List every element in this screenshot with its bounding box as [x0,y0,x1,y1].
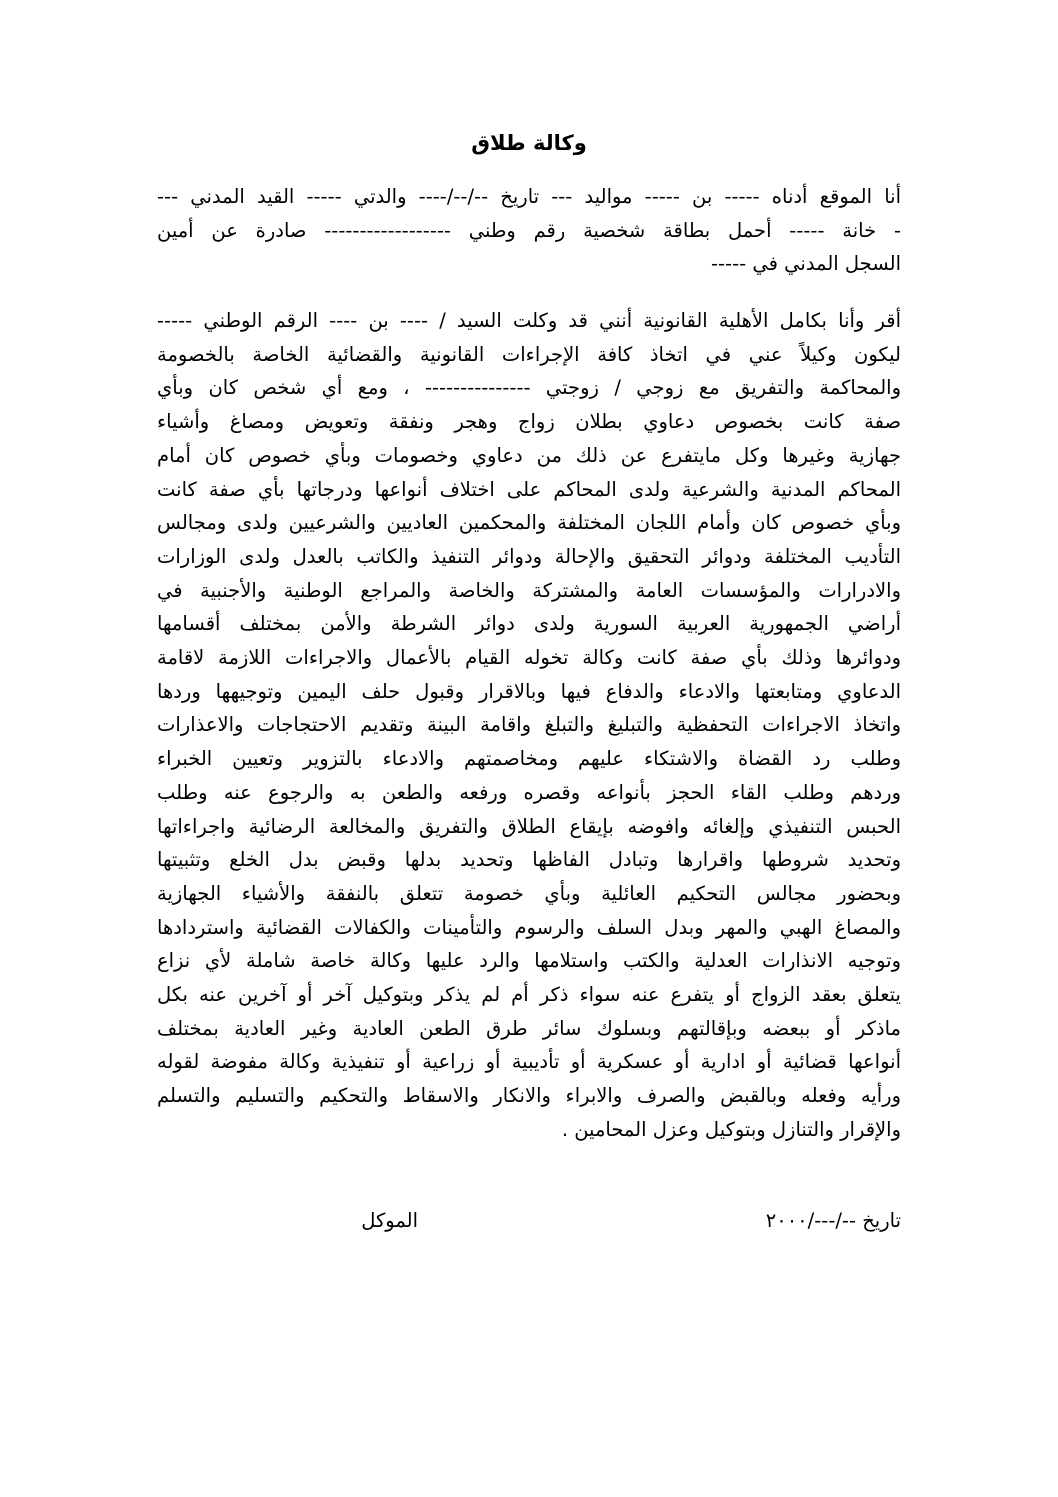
body-line: واتخاذ الاجراءات التحفظية والتبليغ والتبلغ واقامة البينة وتقديم الاحتجاجات والاعذارات [157,713,901,737]
body-line: وبحضور مجالس التحكيم العائلية وبأي خصومة تتعلق بالنفقة والأشياء الجهازية [157,881,901,905]
body-line: وطلب رد القضاة والاشتكاء عليهم ومخاصمتهم والادعاء بالتزوير وتعيين الخبراء [157,747,901,771]
body-line: الدعاوي ومتابعتها والادعاء والدفاع فيها وبالاقرار وقبول حلف اليمين وتوجيهها وردها [157,679,901,703]
body-line: وتحديد شروطها واقرارها وتبادل الفاظها وتحديد بدلها وقبض بدل الخلع وتثبيتها [157,848,901,872]
intro-line: - خانة ----- أحمل بطاقة شخصية رقم وطني ------------------ صادرة عن أمين [157,218,901,242]
signature-date: تاريخ --/---/٢٠٠٠ [765,1209,901,1232]
body-line: وردهم وطلب القاء الحجز بأنواعه وقصره ورفعه والطعن به والرجوع عنه وطلب [157,780,901,804]
body-line: الحبس التنفيذي وإلغائه وافوضه بإيقاع الطلاق والتفريق والمخالعة الرضائية واجراءاتها [157,814,901,838]
body-line: وتوجيه الانذارات العدلية والكتب واستلامها والرد عليها وكالة خاصة شاملة لأي نزاع [157,949,901,973]
body-line: وبأي خصوص كان وأمام اللجان المختلفة والمحكمين العاديين والشرعيين ولدى ومجالس [157,511,901,535]
intro-paragraph [157,180,901,281]
body-line: يتعلق بعقد الزواج أو يتفرع عنه سواء ذكر أم لم يذكر وبتوكيل آخر أو آخرين عنه بكل [157,983,901,1007]
body-line: ماذكر أو ببعضه وبإقالتهم وبسلوك سائر طرق الطعن العادية وغير العادية بمختلف [157,1016,901,1040]
body-line: جهازية وغيرها وكل مايتفرع عن ذلك من دعاوي وخصومات وبأي خصوص كان أمام [157,443,901,467]
body-paragraph [157,304,901,1147]
intro-line: السجل المدني في ----- [710,252,901,276]
body-line: والإقرار والتنازل وبتوكيل وعزل المحامين . [561,1117,901,1141]
body-line: التأديب المختلفة ودوائر التحقيق والإحالة ودوائر التنفيذ والكاتب بالعدل ولدى الوزارات [157,544,901,568]
document-title: وكالة طلاق [471,131,587,155]
body-line: ورأيه وفعله وبالقبض والصرف والابراء والانكار والاسقاط والتحكيم والتسليم والتسلم [157,1084,901,1108]
body-line: أنواعها قضائية أو ادارية أو عسكرية أو تأديبية أو زراعية أو تنفيذية وكالة مفوضة لقوله [157,1050,901,1074]
body-line: أقر وأنا بكامل الأهلية القانونية أنني قد وكلت السيد / ---- بن ---- الرقم الوطني ----- [157,309,901,332]
body-line: المحاكم المدنية والشرعية ولدى المحاكم على اختلاف أنواعها ودرجاتها بأي صفة كانت [157,477,901,501]
body-line: ليكون وكيلاً عني في اتخاذ كافة الإجراءات القانونية والقضائية الخاصة بالخصومة [157,342,901,366]
principal-label: الموكل [361,1209,418,1232]
body-line: صفة كانت بخصوص دعاوي بطلان زواج وهجر ونفقة وتعويض ومصاغ وأشياء [157,410,901,434]
body-line: أراضي الجمهورية العربية السورية ولدى دوائر الشرطة والأمن بمختلف أقسامها [157,612,901,636]
body-line: ودوائرها وذلك بأي صفة كانت وكالة تخوله القيام بالأعمال والاجراءات اللازمة لاقامة [157,646,901,670]
body-line: والادرارات والمؤسسات العامة والمشتركة والخاصة والمراجع الوطنية والأجنبية في [157,578,901,602]
intro-line: أنا الموقع أدناه ----- بن ----- مواليد --- تاريخ --/--/---- والدتي ----- القيد المدني --- [157,185,901,208]
body-line: والمحاكمة والتفريق مع زوجي / زوجتي --------------- ، ومع أي شخص كان وبأي [157,376,901,400]
body-line: والمصاغ الهبي والمهر وبدل السلف والرسوم والتأمينات والكفالات القضائية واستردادها [157,915,901,939]
